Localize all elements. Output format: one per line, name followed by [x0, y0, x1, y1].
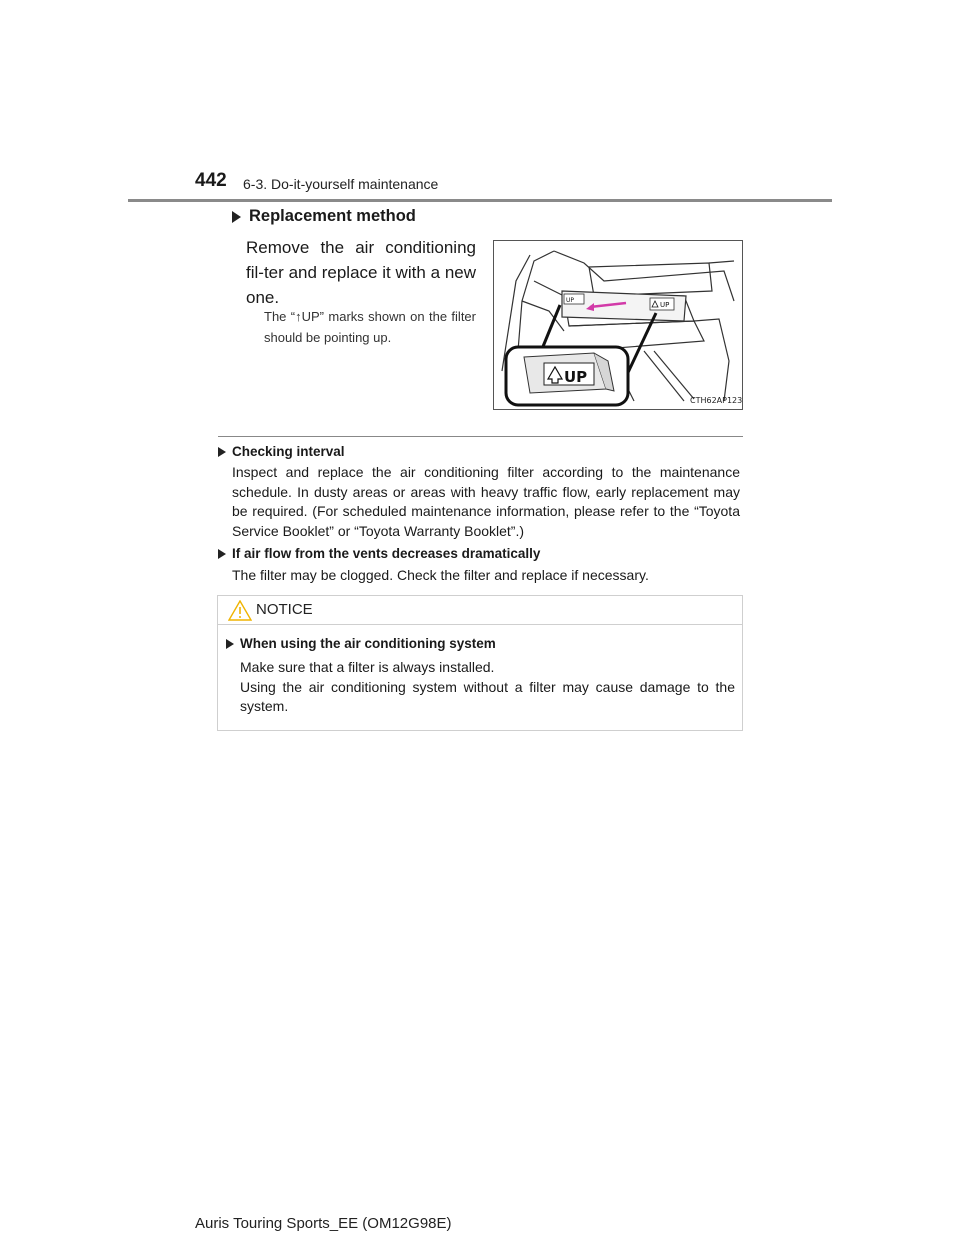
checking-interval-heading: [218, 444, 345, 459]
replacement-note: The “↑UP” marks shown on the filter should be pointing up.: [264, 309, 476, 345]
header-rule: [128, 199, 832, 202]
filter-mark-small-left: UP: [566, 297, 575, 304]
notice-heading-text: When using the air conditioning system: [240, 636, 496, 651]
notice-box: [217, 595, 743, 731]
notice-line-2: Using the air conditioning system without a filter may cause damage to the system.: [240, 678, 735, 715]
triangle-bullet-icon: [232, 211, 241, 223]
triangle-bullet-icon: [226, 639, 234, 649]
warning-triangle-icon: [228, 600, 252, 621]
notice-body: [240, 658, 735, 717]
page-number: 442: [195, 170, 227, 191]
checking-interval-body: Inspect and replace the air conditioning filter according to the maintenance schedule. In dusty areas or areas with heavy traffic flow, early replacement may be required. (For scheduled maintenance information, please refer to the “Toyota Service Booklet” or “Toyota Warranty Booklet”.): [232, 464, 740, 539]
notice-heading: [226, 636, 496, 651]
filter-mark-large: UP: [564, 368, 588, 386]
triangle-bullet-icon: [218, 549, 226, 559]
replacement-heading: [232, 207, 416, 226]
filter-mark-small-right: UP: [660, 301, 670, 309]
replacement-heading-text: Replacement method: [249, 207, 416, 225]
footer-text: Auris Touring Sports_EE (OM12G98E): [195, 1215, 452, 1232]
figure-code: CTH62AP123: [690, 396, 742, 405]
notice-line-1: Make sure that a filter is always installed.: [240, 659, 495, 675]
air-flow-heading: [218, 546, 540, 561]
air-flow-body: The filter may be clogged. Check the filter and replace if necessary.: [232, 567, 649, 583]
notice-title: NOTICE: [256, 601, 313, 618]
section-divider: [218, 436, 743, 437]
section-title: 6-3. Do-it-yourself maintenance: [243, 176, 439, 192]
checking-interval-heading-text: Checking interval: [232, 444, 345, 459]
air-flow-heading-text: If air flow from the vents decreases dramatically: [232, 546, 541, 561]
replacement-body: Remove the air conditioning fil-ter and replace it with a new one.: [246, 238, 476, 307]
triangle-bullet-icon: [218, 447, 226, 457]
filter-illustration: [493, 240, 743, 410]
notice-header: [218, 596, 742, 625]
